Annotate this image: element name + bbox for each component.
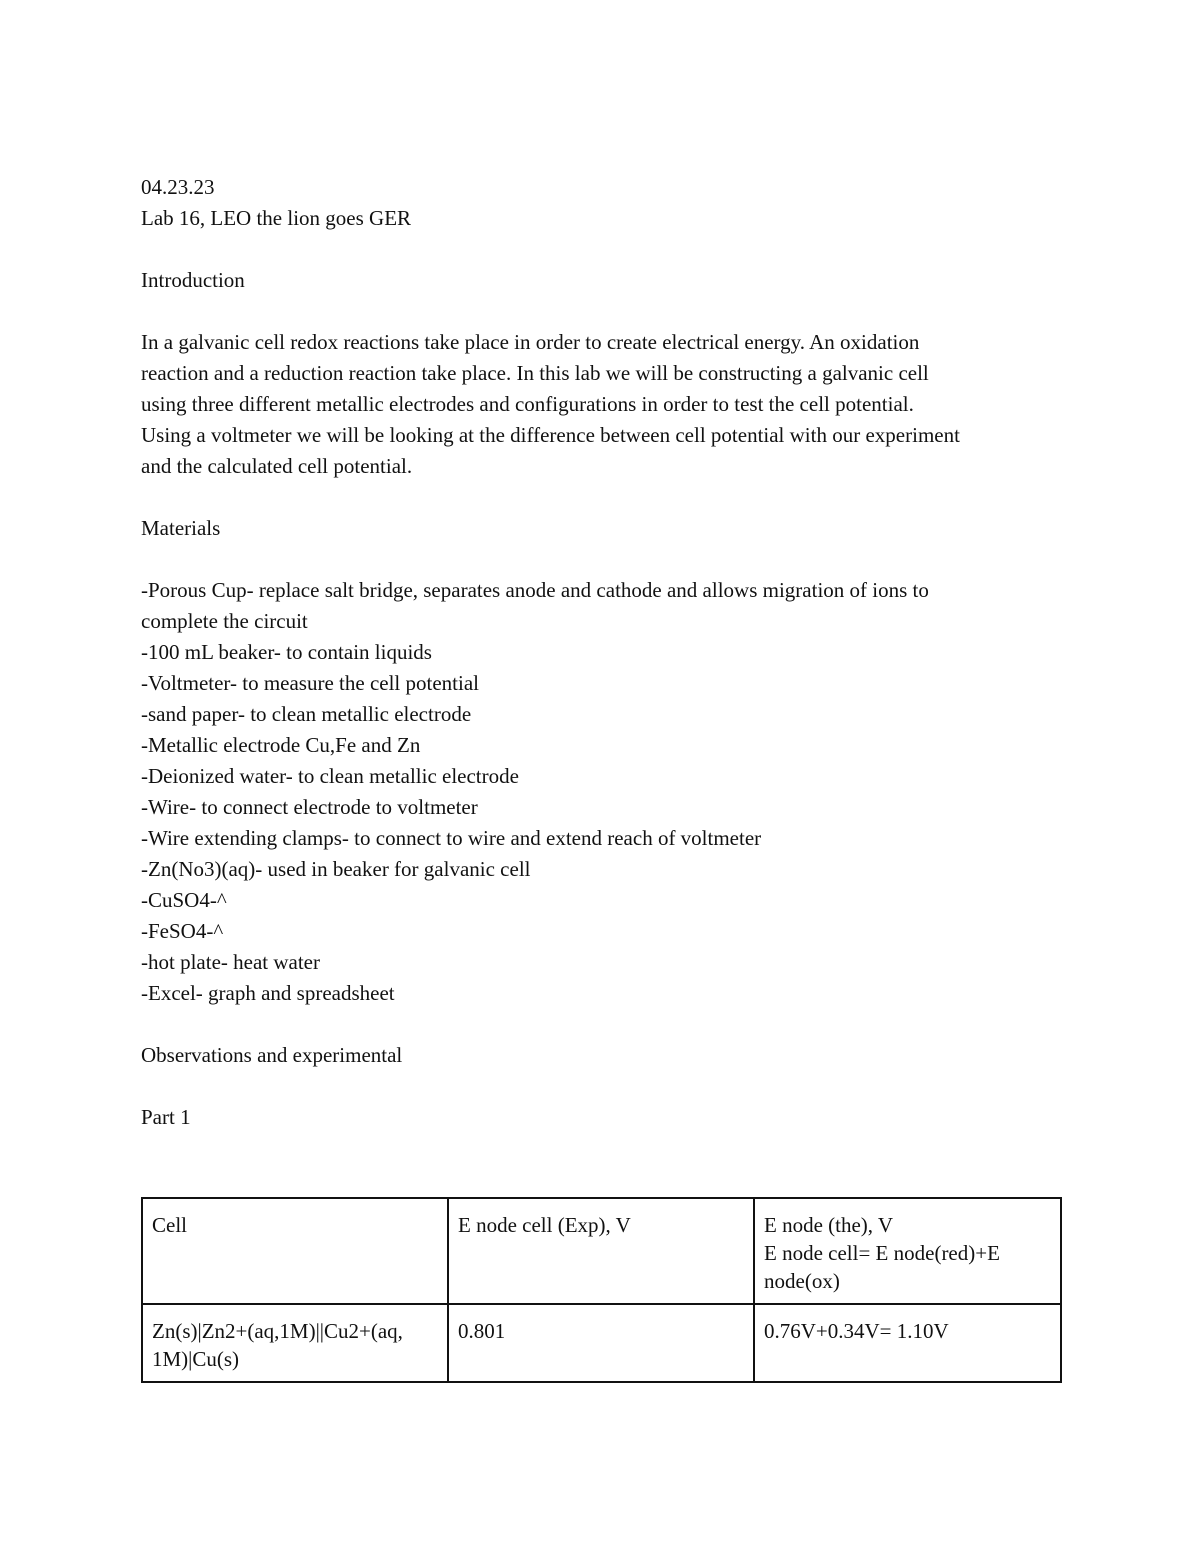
header-cell-cell <box>142 1198 448 1304</box>
cell-text: 0.801 <box>458 1319 506 1343</box>
table-header-row <box>142 1198 1061 1304</box>
list-item: complete the circuit <box>141 609 308 633</box>
spacer <box>141 482 1061 513</box>
list-item: -Metallic electrode Cu,Fe and Zn <box>141 733 421 757</box>
paragraph-line: and the calculated cell potential. <box>141 454 413 478</box>
list-item: -Deionized water- to clean metallic electrode <box>141 764 519 788</box>
header-text: node(ox) <box>764 1269 840 1293</box>
observations-heading: Observations and experimental <box>141 1043 403 1067</box>
cell-text: Zn(s)|Zn2+(aq,1M)||Cu2+(aq, <box>152 1319 403 1343</box>
list-item: -Wire extending clamps- to connect to wire and extend reach of voltmeter <box>141 826 762 850</box>
list-item: -hot plate- heat water <box>141 950 320 974</box>
list-item: -Excel- graph and spreadsheet <box>141 981 395 1005</box>
paragraph-line: using three different metallic electrodes and configurations in order to test the cell potential. <box>141 392 914 416</box>
list-item: -Zn(No3)(aq)- used in beaker for galvanic cell <box>141 857 531 881</box>
spacer <box>141 1071 1061 1102</box>
paragraph-line: reaction and a reduction reaction take place. In this lab we will be constructing a galvanic cell <box>141 361 929 385</box>
paragraph-line: In a galvanic cell redox reactions take place in order to create electrical energy. An oxidation <box>141 330 920 354</box>
header-text: Cell <box>152 1213 187 1237</box>
table-cell-theoretical <box>754 1304 1061 1382</box>
introduction-paragraph <box>141 327 1061 482</box>
header-cell-exp <box>448 1198 754 1304</box>
header-cell-theoretical <box>754 1198 1061 1304</box>
materials-list <box>141 575 1061 1009</box>
header-text: E node cell (Exp), V <box>458 1213 631 1237</box>
header-text: E node (the), V <box>764 1213 894 1237</box>
results-table <box>141 1197 1062 1383</box>
cell-text: 1M)|Cu(s) <box>152 1347 240 1371</box>
list-item: -Porous Cup- replace salt bridge, separates anode and cathode and allows migration of ions to <box>141 578 929 602</box>
spacer <box>141 296 1061 327</box>
list-item: -Voltmeter- to measure the cell potential <box>141 671 479 695</box>
list-item: -100 mL beaker- to contain liquids <box>141 640 432 664</box>
table-cell-exp <box>448 1304 754 1382</box>
document-date: 04.23.23 <box>141 175 215 199</box>
table-row <box>142 1304 1061 1382</box>
cell-text: 0.76V+0.34V= 1.10V <box>764 1319 949 1343</box>
introduction-heading: Introduction <box>141 268 245 292</box>
materials-heading: Materials <box>141 516 221 540</box>
header-text: E node cell= E node(red)+E <box>764 1241 1000 1265</box>
spacer <box>141 544 1061 575</box>
paragraph-line: Using a voltmeter we will be looking at the difference between cell potential with our experiment <box>141 423 960 447</box>
spacer <box>141 1009 1061 1040</box>
results-table-wrapper <box>141 1197 1062 1383</box>
table-cell-cell <box>142 1304 448 1382</box>
list-item: -Wire- to connect electrode to voltmeter <box>141 795 478 819</box>
document-title: Lab 16, LEO the lion goes GER <box>141 206 412 230</box>
list-item: -sand paper- to clean metallic electrode <box>141 702 472 726</box>
part-heading: Part 1 <box>141 1105 191 1129</box>
list-item: -FeSO4-^ <box>141 919 224 943</box>
spacer <box>141 234 1061 265</box>
document-page <box>141 172 1061 1133</box>
list-item: -CuSO4-^ <box>141 888 227 912</box>
